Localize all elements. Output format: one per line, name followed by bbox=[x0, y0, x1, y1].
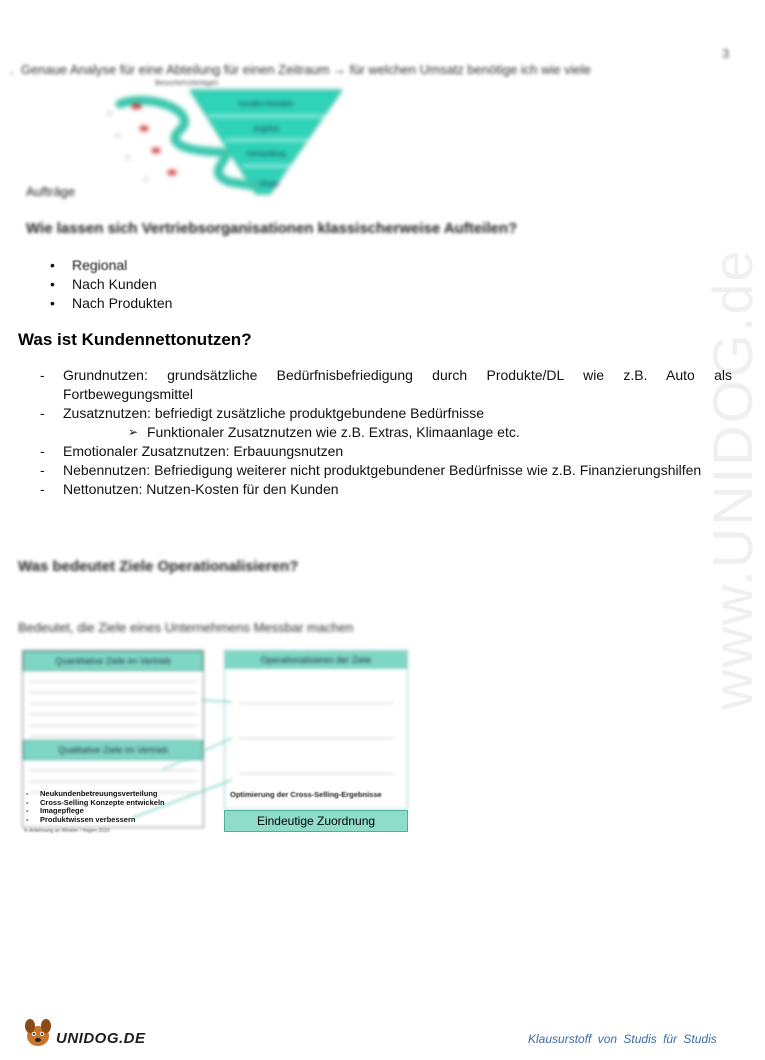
heading-kundennettonutzen: Was ist Kundennettonutzen? bbox=[18, 330, 252, 349]
intro-sentence: Genaue Analyse für eine Abteilung für einen Zeitraum → für welchen Umsatz benötige ich wie viele bbox=[20, 62, 591, 77]
right-head-operationalisieren: Operationalisieren der Ziele bbox=[225, 651, 407, 669]
eindeutige-zuordnung-box: Eindeutige Zuordnung bbox=[224, 810, 408, 832]
funnel-side-numbers bbox=[108, 112, 148, 184]
definition-text: Bedeutet, die Ziele eines Unternehmens Messbar machen bbox=[18, 620, 354, 635]
marker-3 bbox=[152, 148, 160, 153]
marker-2 bbox=[140, 126, 148, 131]
funnel-top-label: Besuche/Unterlagen bbox=[155, 80, 219, 87]
marker-1 bbox=[132, 104, 141, 109]
funnel-level-3: Verhandlung bbox=[246, 151, 286, 158]
funnel-num-2: 0 bbox=[116, 134, 120, 140]
bullet-text: Nach Kunden bbox=[72, 276, 157, 292]
question-ziele-operationalisieren: Was bedeutet Ziele Operationalisieren? bbox=[18, 558, 299, 575]
marker-4 bbox=[168, 170, 176, 175]
funnel-level-2: Angebot bbox=[252, 126, 280, 133]
left-head-qualitativ: Qualitative Ziele im Vertrieb bbox=[23, 740, 203, 760]
funnel-level-4: Aufträge bbox=[252, 181, 280, 188]
left-clear-line: - Produktwissen verbessern bbox=[26, 814, 136, 824]
question-vertriebsorganisation: Wie lassen sich Vertriebsorganisationen klassischerweise Aufteilen? bbox=[26, 220, 518, 237]
bullet-item bbox=[48, 256, 172, 275]
list-item-nettonutzen: - Nettonutzen: Nutzen-Kosten für den Kunden bbox=[40, 480, 732, 499]
funnel-num-3: 0 bbox=[126, 156, 130, 162]
funnel-side-markers bbox=[132, 104, 176, 175]
left-head-quantitativ: Quantitative Ziele im Vertrieb bbox=[23, 651, 203, 671]
list-item-zusatznutzen: - Zusatznutzen: befriedigt zusätzliche produktgebundene Bedürfnisse bbox=[40, 404, 732, 423]
funnel-num-4: 0 bbox=[144, 178, 148, 184]
connector-line bbox=[162, 738, 232, 770]
bullet-text: Regional bbox=[72, 257, 128, 273]
sub-item-text: Funktionaler Zusatznutzen wie z.B. Extras, Klimaanlage etc. bbox=[147, 424, 520, 440]
left-clear-line: - Imagepflege bbox=[26, 806, 84, 815]
intro-bullet: . bbox=[10, 62, 21, 77]
funnel-num-1: 0 bbox=[108, 112, 112, 118]
bullet-text: Nach Produkten bbox=[72, 295, 173, 311]
right-box-clear-line: Optimierung der Cross-Selling-Ergebnisse bbox=[230, 790, 382, 799]
sales-funnel-diagram bbox=[80, 82, 350, 200]
list-item-emotional: - Emotionaler Zusatznutzen: Erbauungsnutzen bbox=[40, 442, 732, 461]
list-item-grundnutzen: - Grundnutzen: grundsätzliche Bedürfnisbefriedigung durch Produkte/DL wie z.B. Auto als Fortbewegungsmittel bbox=[40, 366, 732, 404]
left-clear-line: - Neukundenbetreuungsverteilung bbox=[26, 789, 158, 798]
logo-text: UNIDOG.DE bbox=[56, 1030, 146, 1047]
nutzen-list bbox=[40, 366, 732, 499]
bullet-item bbox=[48, 294, 172, 313]
organisation-bullet-list bbox=[48, 256, 172, 313]
connector-line bbox=[202, 700, 232, 702]
funnel-level-1: Kunden Kontakte bbox=[239, 101, 293, 108]
list-item-nebennutzen: - Nebennutzen: Befriedigung weiterer nicht produktgebundener Bedürfnisse wie z.B. Finanzierungshilfen bbox=[40, 461, 732, 480]
page-number: 3 bbox=[722, 46, 730, 61]
source-note: In Anlehnung an Winkler / Hagen 2010 bbox=[24, 828, 110, 834]
sub-item-funktional bbox=[40, 423, 732, 442]
watermark: www.UNIDOG.de bbox=[701, 248, 764, 710]
footer-tagline: Klausurstoff von Studis für Studis bbox=[528, 1032, 717, 1046]
dog-icon bbox=[22, 1016, 56, 1050]
left-clear-line: - Cross-Selling Konzepte entwickeln bbox=[26, 797, 165, 807]
arrow-bullet-icon: ➢ bbox=[128, 425, 139, 439]
bullet-item bbox=[48, 275, 172, 294]
auftraege-label: Aufträge bbox=[26, 184, 76, 199]
left-box-clear-lines bbox=[26, 790, 165, 824]
intro-text bbox=[10, 62, 591, 77]
